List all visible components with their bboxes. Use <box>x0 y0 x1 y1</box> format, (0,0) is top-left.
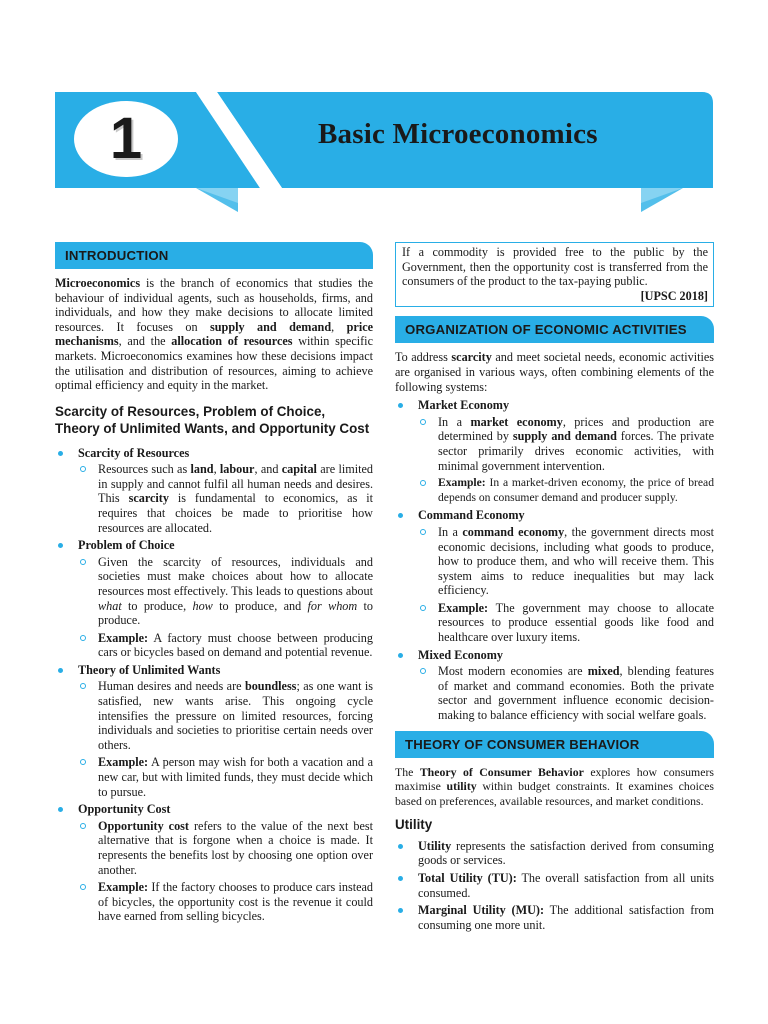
text: , the government directs most economic decisions, including what goods to produce, how to produce them, and who will receive them. This system aims to reduce inequalities but may lack efficiency. <box>438 524 714 598</box>
list-item-label: Theory of Unlimited Wants <box>78 662 221 677</box>
sub-list-item <box>78 679 373 752</box>
text: , and <box>254 462 282 477</box>
list-item <box>395 871 714 900</box>
text: In a market-driven economy, the price of bread depends on consumer demand and producer supply. <box>438 476 714 504</box>
sub-list-item <box>78 555 373 628</box>
intro-term-supply-demand: supply and demand <box>210 319 332 334</box>
right-column <box>395 242 714 935</box>
upsc-year-tag: [UPSC 2018] <box>640 288 708 303</box>
text: Human desires and needs are <box>98 679 245 694</box>
sub-list-item <box>418 525 714 598</box>
italic-term: how <box>192 598 213 613</box>
term: capital <box>281 462 317 477</box>
text: If the factory chooses to produce cars instead of bicycles, the opportunity cost is the revenue it could have earned from selling bicycles. <box>98 880 373 924</box>
text: to produce, <box>121 598 193 613</box>
upsc-note-box <box>395 242 714 307</box>
intro-term-price-mechanisms: price mechanisms <box>55 319 374 349</box>
text: refers to the value of the next best alternative that is forgone when a choice is made. It represents the benefits lost by choosing one option over another. <box>98 818 374 877</box>
chapter-title: Basic Microeconomics <box>318 118 598 150</box>
organization-heading: ORGANIZATION OF ECONOMIC ACTIVITIES <box>395 316 714 343</box>
term: utility <box>446 779 477 794</box>
sub-list <box>78 462 373 535</box>
list-item <box>395 508 714 644</box>
intro-term-allocation: allocation of resources <box>171 334 293 349</box>
sub-list-item <box>78 755 373 799</box>
intro-text: , <box>331 319 347 334</box>
example-label: Example: <box>98 630 149 645</box>
term: scarcity <box>128 491 169 506</box>
sub-list-item <box>78 880 373 924</box>
list-item-label: Problem of Choice <box>78 538 175 553</box>
sub-list <box>78 555 373 660</box>
text: to produce, and <box>212 598 308 613</box>
economy-systems-list <box>395 398 714 722</box>
organization-intro <box>395 350 714 394</box>
list-item-label: Mixed Economy <box>418 647 503 662</box>
example-label: Example: <box>98 755 149 770</box>
text: In a <box>438 524 463 539</box>
chapter-number: 1 <box>109 106 143 171</box>
sub-list <box>418 415 714 506</box>
text: The additional satisfaction from consuming one more unit. <box>418 903 714 932</box>
example-label: Example: <box>438 600 489 615</box>
intro-text: , and the <box>118 334 172 349</box>
example-label: Example: <box>98 880 149 895</box>
text: , prices and production are determined by <box>438 414 714 444</box>
text: Given the scarcity of resources, individuals and societies must make choices about how to allocate resources most effectively. This leads to questions about <box>98 554 373 598</box>
consumer-behavior-heading: THEORY OF CONSUMER BEHAVIOR <box>395 731 714 758</box>
term: boundless <box>244 679 297 694</box>
introduction-paragraph <box>55 276 373 393</box>
sub-list-item <box>418 476 714 505</box>
sub-list-item <box>418 415 714 473</box>
term: market economy <box>470 414 563 429</box>
scarcity-list <box>55 446 373 924</box>
sub-list-item <box>78 631 373 660</box>
list-item-label: Command Economy <box>418 508 525 523</box>
text: Resources such as <box>98 462 191 477</box>
text: , <box>213 462 220 477</box>
intro-text: is the branch of economics that studies the behaviour of individual agents, such as households, firms, and individuals, and how they make decisions to allocate limited resources. It focuses on <box>55 276 373 334</box>
text: The government may choose to allocate resources to produce essential goods like food and healthcare over luxury items. <box>438 600 714 645</box>
list-item <box>395 903 714 932</box>
sub-list-item <box>418 664 714 722</box>
intro-term-microeconomics: Microeconomics <box>55 276 141 290</box>
sub-list <box>418 525 714 645</box>
term: mixed <box>587 664 620 679</box>
term: Marginal Utility (MU): <box>418 903 545 918</box>
upsc-note-text: If a commodity is provided free to the public by the Government, then the opportunity cost is transferred from the consumers of the product to the tax-paying public. <box>402 245 708 289</box>
italic-term: for whom <box>307 598 358 613</box>
sub-list <box>418 664 714 722</box>
term: command economy <box>462 524 565 539</box>
text: represents the satisfaction derived from consuming goods or services. <box>418 838 714 868</box>
intro-text: within specific markets. Microeconomics examines how these decisions impact the utilisation and distribution of resources, aiming to achieve optimal efficiency and equity in the market. <box>55 334 373 393</box>
utility-list <box>395 839 714 933</box>
text: to produce. <box>98 598 373 628</box>
sub-list <box>78 679 373 799</box>
utility-heading: Utility <box>395 817 433 833</box>
text: are limited in supply and cannot fulfil all human needs and desires. This <box>98 462 373 506</box>
text: Most modern economies are <box>438 664 588 679</box>
text: , blending features of market and command economies. Both the private sector and government influence economic decision-making to balance efficiency with social welfare goals. <box>438 664 714 723</box>
italic-term: what <box>98 598 122 613</box>
list-item-label: Opportunity Cost <box>78 802 171 817</box>
list-item <box>395 398 714 505</box>
term: land <box>190 462 214 477</box>
text: The overall satisfaction from all units consumed. <box>418 871 714 900</box>
term: Total Utility (TU): <box>418 871 517 885</box>
text: forces. The private sector primarily drives economic activities, with minimal government intervention. <box>438 429 714 473</box>
list-item <box>55 802 373 924</box>
left-column <box>55 242 373 927</box>
text: A person may wish for both a vacation and a new car, but with limited funds, they must decide which to pursue. <box>98 755 373 799</box>
list-item <box>55 663 373 799</box>
term: scarcity <box>451 350 492 365</box>
list-item-label: Scarcity of Resources <box>78 445 190 460</box>
text: A factory must choose between producing cars or bicycles based on demand and potential revenue. <box>98 630 373 660</box>
term: supply and demand <box>512 429 617 444</box>
term: labour <box>219 462 255 477</box>
text: ; as one want is satisfied, new wants arise. This ongoing cycle intensifies the pressure on limited resources, forcing individuals and societies to prioritise certain needs over others. <box>98 679 373 752</box>
list-item <box>55 446 373 536</box>
sub-list <box>78 819 373 924</box>
text: To address <box>395 350 452 365</box>
text: within budget constraints. It examines choices based on preferences, available resources, and market conditions. <box>395 779 714 808</box>
sub-list-item <box>418 601 714 645</box>
text: explores how consumers maximise <box>395 764 714 794</box>
sub-list-item <box>78 819 373 877</box>
example-label: Example: <box>438 476 486 490</box>
text: is fundamental to economics, as it requires that choices be made to prioritise how resources are allocated. <box>98 491 373 535</box>
list-item <box>395 648 714 723</box>
term: Theory of Consumer Behavior <box>419 764 584 779</box>
text: The <box>395 764 420 779</box>
scarcity-heading: Scarcity of Resources, Problem of Choice, Theory of Unlimited Wants, and Opportunity Cost <box>55 403 370 437</box>
list-item-label: Market Economy <box>418 398 510 413</box>
list-item <box>395 839 714 868</box>
consumer-behavior-intro <box>395 765 714 809</box>
text: and meet societal needs, economic activities are organised in various ways, often combining elements of the following systems: <box>395 350 714 394</box>
term: Opportunity cost <box>98 818 189 833</box>
introduction-heading: INTRODUCTION <box>55 242 373 269</box>
sub-list-item <box>78 462 373 535</box>
text: In a <box>438 414 471 429</box>
list-item <box>55 538 373 660</box>
term: Utility <box>418 838 452 853</box>
